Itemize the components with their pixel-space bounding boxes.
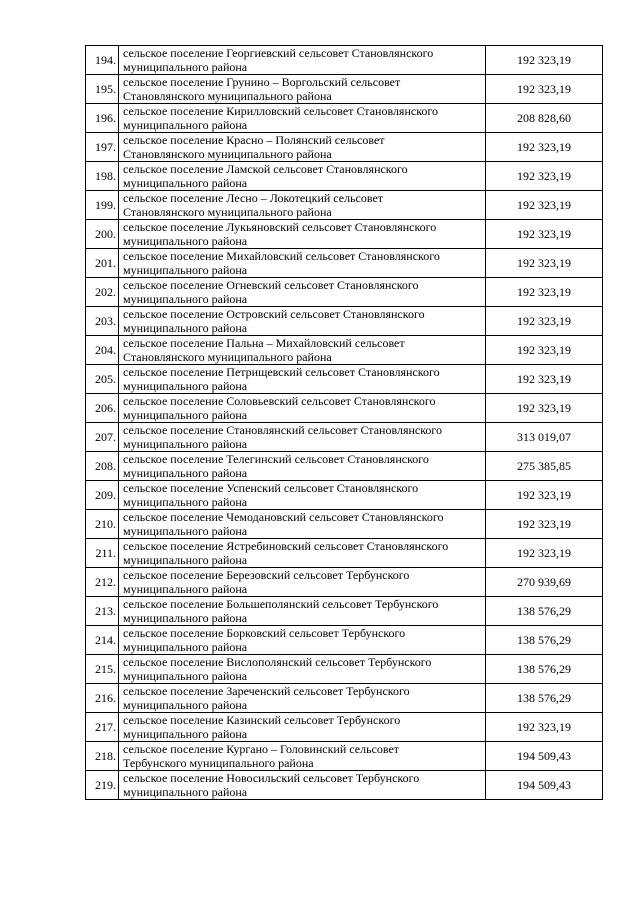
row-number: 208. <box>86 452 119 481</box>
settlement-name-line1: сельское поселение Казинский сельсовет Тербунского <box>123 713 401 727</box>
settlement-name-line2: муниципального района <box>123 553 248 567</box>
amount-cell: 275 385,85 <box>486 452 603 481</box>
row-number: 194. <box>86 46 119 75</box>
amount-cell: 192 323,19 <box>486 510 603 539</box>
settlement-name-cell <box>119 220 486 249</box>
row-number: 198. <box>86 162 119 191</box>
amount-cell: 192 323,19 <box>486 220 603 249</box>
amount-cell: 208 828,60 <box>486 104 603 133</box>
table-row <box>86 336 603 365</box>
row-number: 212. <box>86 568 119 597</box>
settlement-name-line1: сельское поселение Березовский сельсовет Тербунского <box>123 568 410 582</box>
settlement-name-line2: Становлянского муниципального района <box>123 350 332 364</box>
amount-cell: 192 323,19 <box>486 394 603 423</box>
amount-cell: 192 323,19 <box>486 191 603 220</box>
table-row <box>86 684 603 713</box>
settlement-name-line2: Тербунского муниципального района <box>123 756 314 770</box>
amount-cell: 194 509,43 <box>486 742 603 771</box>
settlement-name-cell <box>119 46 486 75</box>
settlement-name-cell <box>119 162 486 191</box>
settlement-name-cell <box>119 684 486 713</box>
amount-cell: 138 576,29 <box>486 626 603 655</box>
settlement-name-line1: сельское поселение Чемодановский сельсовет Становлянского <box>123 510 444 524</box>
table-row <box>86 307 603 336</box>
allocation-table <box>85 45 603 800</box>
settlement-name-line2: муниципального района <box>123 379 248 393</box>
settlement-name-line2: муниципального района <box>123 669 248 683</box>
settlement-name-cell <box>119 365 486 394</box>
settlement-name-line1: сельское поселение Большеполянский сельсовет Тербунского <box>123 597 439 611</box>
settlement-name-line2: Становлянского муниципального района <box>123 147 332 161</box>
amount-cell: 192 323,19 <box>486 75 603 104</box>
settlement-name-line1: сельское поселение Соловьевский сельсовет Становлянского <box>123 394 436 408</box>
settlement-name-line1: сельское поселение Лукьяновский сельсовет Становлянского <box>123 220 437 234</box>
row-number: 211. <box>86 539 119 568</box>
settlement-name-line2: муниципального района <box>123 466 248 480</box>
table-row <box>86 278 603 307</box>
amount-cell: 192 323,19 <box>486 307 603 336</box>
table-row <box>86 249 603 278</box>
row-number: 199. <box>86 191 119 220</box>
amount-cell: 192 323,19 <box>486 481 603 510</box>
amount-cell: 138 576,29 <box>486 597 603 626</box>
settlement-name-line2: муниципального района <box>123 118 248 132</box>
row-number: 216. <box>86 684 119 713</box>
settlement-name-line2: муниципального района <box>123 437 248 451</box>
settlement-name-line1: сельское поселение Грунино – Воргольский сельсовет <box>123 75 401 89</box>
settlement-name-cell <box>119 423 486 452</box>
table-row <box>86 220 603 249</box>
settlement-name-line1: сельское поселение Красно – Полянский сельсовет <box>123 133 385 147</box>
settlement-name-cell <box>119 249 486 278</box>
amount-cell: 192 323,19 <box>486 365 603 394</box>
settlement-name-line1: сельское поселение Ламской сельсовет Становлянского <box>123 162 408 176</box>
settlement-name-cell <box>119 568 486 597</box>
table-row <box>86 568 603 597</box>
settlement-name-line1: сельское поселение Кургано – Головинский сельсовет <box>123 742 400 756</box>
settlement-name-cell <box>119 452 486 481</box>
row-number: 207. <box>86 423 119 452</box>
settlement-name-cell <box>119 336 486 365</box>
settlement-name-line1: сельское поселение Георгиевский сельсовет Становлянского <box>123 46 434 60</box>
row-number: 202. <box>86 278 119 307</box>
settlement-name-line1: сельское поселение Пальна – Михайловский сельсовет <box>123 336 405 350</box>
row-number: 200. <box>86 220 119 249</box>
settlement-name-cell <box>119 771 486 800</box>
settlement-name-cell <box>119 104 486 133</box>
settlement-name-line2: Становлянского муниципального района <box>123 205 332 219</box>
settlement-name-line2: муниципального района <box>123 292 248 306</box>
table-row <box>86 713 603 742</box>
settlement-name-line2: муниципального района <box>123 495 248 509</box>
settlement-name-cell <box>119 307 486 336</box>
row-number: 218. <box>86 742 119 771</box>
settlement-name-line1: сельское поселение Кирилловский сельсовет Становлянского <box>123 104 439 118</box>
settlement-name-line2: муниципального района <box>123 640 248 654</box>
settlement-name-line2: муниципального района <box>123 263 248 277</box>
settlement-name-line2: муниципального района <box>123 321 248 335</box>
table-row <box>86 452 603 481</box>
settlement-name-cell <box>119 133 486 162</box>
amount-cell: 138 576,29 <box>486 684 603 713</box>
settlement-name-cell <box>119 510 486 539</box>
table-row <box>86 162 603 191</box>
document-page <box>85 45 602 800</box>
settlement-name-line2: муниципального района <box>123 611 248 625</box>
row-number: 205. <box>86 365 119 394</box>
settlement-name-line1: сельское поселение Становлянский сельсовет Становлянского <box>123 423 443 437</box>
settlement-name-cell <box>119 742 486 771</box>
row-number: 201. <box>86 249 119 278</box>
row-number: 214. <box>86 626 119 655</box>
settlement-name-line2: муниципального района <box>123 785 248 799</box>
settlement-name-cell <box>119 191 486 220</box>
settlement-name-line1: сельское поселение Петрищевский сельсовет Становлянского <box>123 365 440 379</box>
amount-cell: 192 323,19 <box>486 539 603 568</box>
settlement-name-cell <box>119 597 486 626</box>
settlement-name-line2: муниципального района <box>123 582 248 596</box>
table-row <box>86 46 603 75</box>
table-row <box>86 104 603 133</box>
row-number: 215. <box>86 655 119 684</box>
row-number: 217. <box>86 713 119 742</box>
table-row <box>86 771 603 800</box>
settlement-name-line1: сельское поселение Михайловский сельсовет Становлянского <box>123 249 440 263</box>
settlement-name-line2: муниципального района <box>123 176 248 190</box>
table-row <box>86 365 603 394</box>
row-number: 195. <box>86 75 119 104</box>
settlement-name-line2: муниципального района <box>123 234 248 248</box>
settlement-name-line1: сельское поселение Успенский сельсовет Становлянского <box>123 481 419 495</box>
settlement-name-cell <box>119 539 486 568</box>
amount-cell: 192 323,19 <box>486 249 603 278</box>
row-number: 210. <box>86 510 119 539</box>
amount-cell: 192 323,19 <box>486 133 603 162</box>
settlement-name-line1: сельское поселение Зареченский сельсовет Тербунского <box>123 684 410 698</box>
amount-cell: 192 323,19 <box>486 278 603 307</box>
settlement-name-cell <box>119 75 486 104</box>
settlement-name-line1: сельское поселение Островский сельсовет Становлянского <box>123 307 425 321</box>
settlement-name-cell <box>119 655 486 684</box>
settlement-name-line1: сельское поселение Новосильский сельсовет Тербунского <box>123 771 420 785</box>
row-number: 219. <box>86 771 119 800</box>
table-row <box>86 191 603 220</box>
settlement-name-line2: муниципального района <box>123 408 248 422</box>
table-row <box>86 75 603 104</box>
table-row <box>86 481 603 510</box>
row-number: 209. <box>86 481 119 510</box>
amount-cell: 138 576,29 <box>486 655 603 684</box>
table-row <box>86 626 603 655</box>
settlement-name-line1: сельское поселение Лесно – Локотецкий сельсовет <box>123 191 384 205</box>
settlement-name-line2: муниципального района <box>123 727 248 741</box>
table-row <box>86 742 603 771</box>
table-row <box>86 655 603 684</box>
row-number: 206. <box>86 394 119 423</box>
settlement-name-line1: сельское поселение Огневский сельсовет Становлянского <box>123 278 419 292</box>
settlement-name-line2: муниципального района <box>123 524 248 538</box>
table-row <box>86 510 603 539</box>
settlement-name-cell <box>119 481 486 510</box>
amount-cell: 192 323,19 <box>486 46 603 75</box>
settlement-name-line2: муниципального района <box>123 60 248 74</box>
settlement-name-line2: муниципального района <box>123 698 248 712</box>
settlement-name-cell <box>119 713 486 742</box>
table-body <box>86 46 603 800</box>
amount-cell: 192 323,19 <box>486 713 603 742</box>
table-row <box>86 423 603 452</box>
settlement-name-line1: сельское поселение Вислополянский сельсовет Тербунского <box>123 655 432 669</box>
amount-cell: 192 323,19 <box>486 162 603 191</box>
row-number: 203. <box>86 307 119 336</box>
settlement-name-line1: сельское поселение Телегинский сельсовет Становлянского <box>123 452 429 466</box>
amount-cell: 270 939,69 <box>486 568 603 597</box>
settlement-name-line1: сельское поселение Ястребиновский сельсовет Становлянского <box>123 539 449 553</box>
amount-cell: 192 323,19 <box>486 336 603 365</box>
settlement-name-line2: Становлянского муниципального района <box>123 89 332 103</box>
row-number: 213. <box>86 597 119 626</box>
row-number: 196. <box>86 104 119 133</box>
row-number: 197. <box>86 133 119 162</box>
row-number: 204. <box>86 336 119 365</box>
table-row <box>86 394 603 423</box>
settlement-name-cell <box>119 626 486 655</box>
settlement-name-line1: сельское поселение Борковский сельсовет Тербунского <box>123 626 406 640</box>
table-row <box>86 597 603 626</box>
settlement-name-cell <box>119 278 486 307</box>
table-row <box>86 133 603 162</box>
amount-cell: 313 019,07 <box>486 423 603 452</box>
table-row <box>86 539 603 568</box>
amount-cell: 194 509,43 <box>486 771 603 800</box>
settlement-name-cell <box>119 394 486 423</box>
